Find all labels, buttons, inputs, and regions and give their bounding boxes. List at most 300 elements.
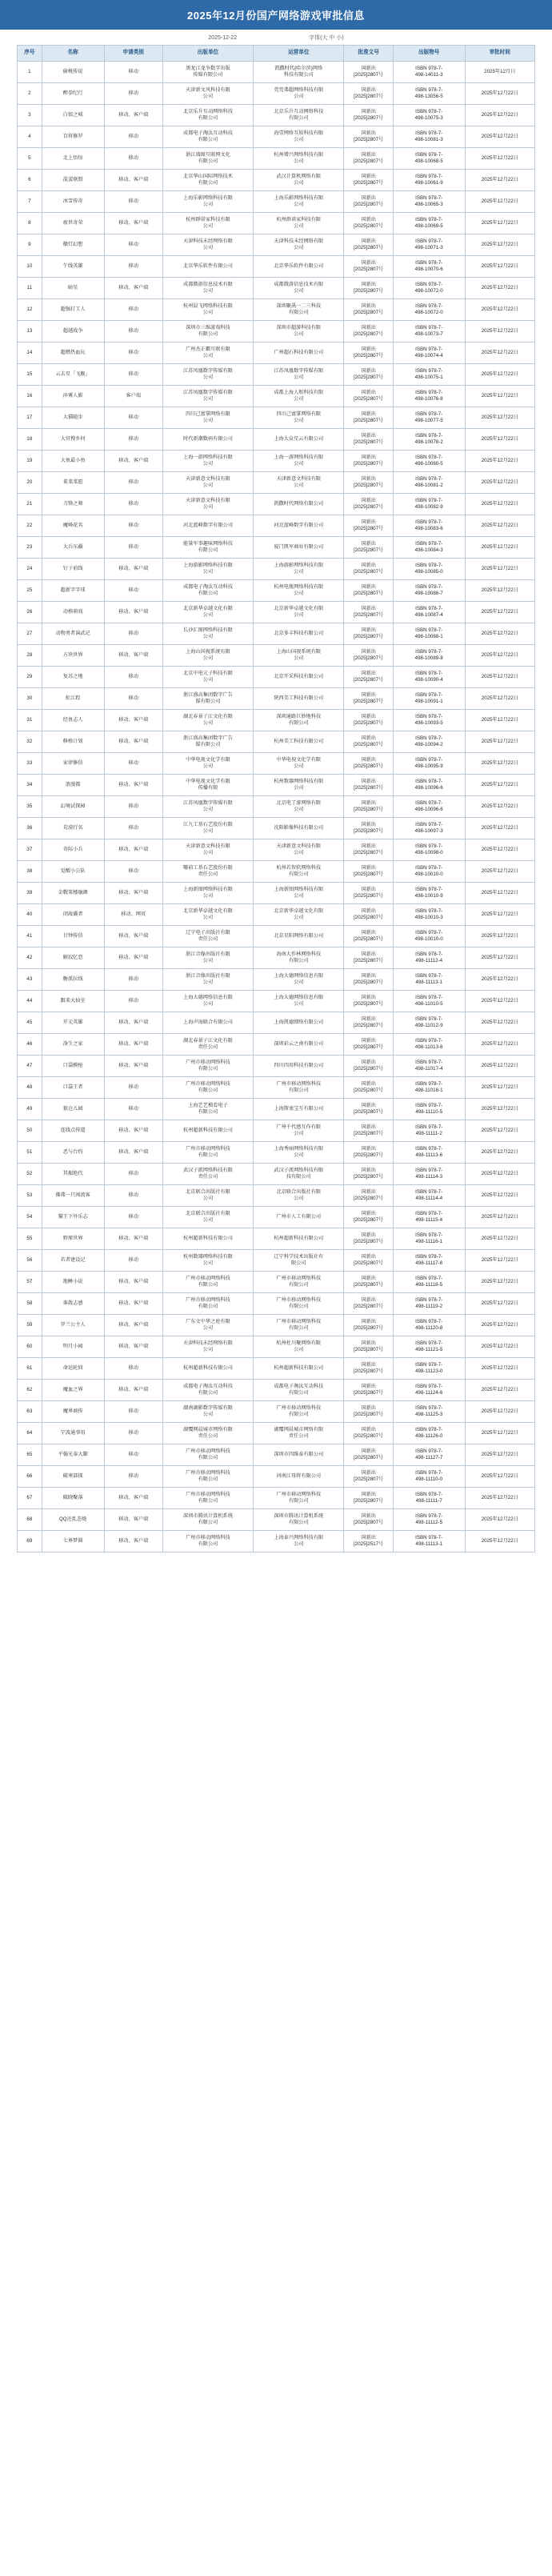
cell-approval-doc: 国新出 [2025]2807号 (344, 1444, 393, 1466)
table-row (18, 386, 535, 407)
cell-publisher: 江苏凤凰数字传媒有限 公司 (162, 386, 253, 407)
cell-name: 超新字字球 (42, 580, 104, 602)
cell-publisher: 广东文中华之庭有限 公司 (162, 1315, 253, 1336)
cell-approval-doc: 国新出 [2025]2807号 (344, 213, 393, 234)
col-approval-doc: 批准文号 (344, 46, 393, 62)
cell-isbn: ISBN 978-7- 498-11121-5 (393, 1336, 465, 1358)
cell-index: 49 (18, 1099, 42, 1120)
cell-date: 2025年12月22日 (465, 559, 534, 580)
cell-publisher: 广州市移动网络科技 有限公司 (162, 1466, 253, 1488)
col-isbn: 出版物号 (393, 46, 465, 62)
cell-isbn: ISBN 978-7- 498-10086-7 (393, 580, 465, 602)
cell-index: 26 (18, 602, 42, 623)
cell-category: 移动 (104, 126, 162, 148)
cell-approval-doc: 国新出 [2025]2807号 (344, 256, 393, 278)
cell-index: 47 (18, 1056, 42, 1077)
cell-approval-doc: 国新出 [2025]2807号 (344, 1056, 393, 1077)
cell-operator: 辽宁科学技术出版社有 限公司 (254, 1250, 344, 1272)
table-row (18, 1099, 535, 1120)
cell-name: 复苏之地 (42, 667, 104, 688)
cell-approval-doc: 国新出 [2025]2807号 (344, 429, 393, 451)
cell-operator: 上海凯德细络有限公司 (254, 1012, 344, 1034)
cell-name: 恶与台约 (42, 1142, 104, 1164)
cell-category: 移动 (104, 1466, 162, 1488)
cell-approval-doc: 国新出 [2025]2807号 (344, 62, 393, 83)
cell-approval-doc: 国新出 [2025]2807号 (344, 710, 393, 731)
cell-index: 39 (18, 883, 42, 904)
cell-name: 超越战争 (42, 321, 104, 343)
cell-category: 移动 (104, 234, 162, 256)
cell-isbn: ISBN 978-7- 498-10071-3 (393, 234, 465, 256)
cell-date: 2025年12月22日 (465, 731, 534, 753)
cell-name: 疲世奇荣 (42, 213, 104, 234)
cell-isbn: ISBN 978-7- 498-11110-5 (393, 1099, 465, 1120)
cell-publisher: 上海一游网络科技有限 公司 (162, 451, 253, 472)
cell-date: 2025年12月22日 (465, 580, 534, 602)
cell-date: 2025年12月22日 (465, 1272, 534, 1293)
cell-date: 2025年12月22日 (465, 1164, 534, 1185)
cell-category: 客户端 (104, 386, 162, 407)
cell-name: 金戰策楼融颜 (42, 883, 104, 904)
cell-index: 48 (18, 1077, 42, 1099)
cell-publisher: 四川己富掌网络有限 公司 (162, 407, 253, 429)
cell-operator: 深圳市四维泰有限公司 (254, 1444, 344, 1466)
cell-date: 2025年12月22日 (465, 1250, 534, 1272)
cell-isbn: ISBN 978-7- 498-10069-5 (393, 213, 465, 234)
cell-isbn: ISBN 978-7- 498-10088-1 (393, 623, 465, 645)
cell-category: 移动 (104, 148, 162, 170)
cell-category: 移动、客户端 (104, 645, 162, 667)
cell-date: 2025年12月22日 (465, 1185, 534, 1207)
cell-index: 55 (18, 1228, 42, 1250)
cell-operator: 深圳通路巨妙地科技 有限公司 (254, 710, 344, 731)
cell-approval-doc: 国新出 [2025]2807号 (344, 407, 393, 429)
cell-name: 若者建设记 (42, 1250, 104, 1272)
cell-category: 移动 (104, 1099, 162, 1120)
cell-name: QQ还乱态炮 (42, 1509, 104, 1531)
cell-name: 其振绝代 (42, 1164, 104, 1185)
cell-category: 移动 (104, 580, 162, 602)
table-row (18, 451, 535, 472)
cell-date: 2025年12月22日 (465, 299, 534, 321)
cell-category: 移动、客户端 (104, 278, 162, 299)
cell-operator: 莞莞弗超网络科技有限 公司 (254, 83, 344, 105)
cell-category: 移动、客户端 (104, 1142, 162, 1164)
cell-category: 移动、客户端 (104, 559, 162, 580)
cell-approval-doc: 国新出 [2025]2807号 (344, 991, 393, 1012)
cell-operator: 广州千代感互作有限 公司 (254, 1120, 344, 1142)
cell-name: 大官搜乡何 (42, 429, 104, 451)
cell-isbn: ISBN 978-7- 498-11111-7 (393, 1488, 465, 1509)
cell-name: 徽灯幻想 (42, 234, 104, 256)
table-row (18, 126, 535, 148)
cell-category: 移动 (104, 1444, 162, 1466)
cell-isbn: ISBN 978-7- 498-11123-0 (393, 1358, 465, 1380)
cell-name: 修格计划 (42, 731, 104, 753)
table-row (18, 839, 535, 861)
cell-index: 25 (18, 580, 42, 602)
cell-operator: 北京乐升互动网络科技 有限公司 (254, 105, 344, 126)
table-row (18, 1077, 535, 1099)
table-row (18, 559, 535, 580)
cell-index: 62 (18, 1380, 42, 1401)
cell-date: 2025年12月22日 (465, 321, 534, 343)
cell-index: 43 (18, 969, 42, 991)
approval-table (17, 45, 535, 1552)
table-row (18, 472, 535, 494)
cell-date: 2025年12月22日 (465, 1358, 534, 1380)
cell-isbn: ISBN 978-7- 498-11111-2 (393, 1120, 465, 1142)
cell-publisher: 上海山国视系统有限 公司 (162, 645, 253, 667)
cell-date: 2025年12月22日 (465, 861, 534, 883)
cell-date: 2025年12月22日 (465, 126, 534, 148)
table-row (18, 1315, 535, 1336)
cell-index: 66 (18, 1466, 42, 1488)
cell-operator: 深圳彩云之南有限公司 (254, 1034, 344, 1056)
cell-approval-doc: 国新出 [2025]2807号 (344, 343, 393, 364)
cell-isbn: ISBN 978-7- 498-11013-6 (393, 1034, 465, 1056)
table-row (18, 1531, 535, 1552)
cell-isbn: ISBN 978-7- 498-10082-9 (393, 494, 465, 515)
cell-publisher: 成都电子淘汰互动科技 有限公司 (162, 580, 253, 602)
cell-publisher: 湖北春景子江文化有限 公司 (162, 710, 253, 731)
cell-operator: 上海大德网络信息有限 公司 (254, 991, 344, 1012)
cell-approval-doc: 国新出 [2025]2807号 (344, 1272, 393, 1293)
table-row (18, 1466, 535, 1488)
cell-approval-doc: 国新出 [2025]2807号 (344, 839, 393, 861)
cell-index: 59 (18, 1315, 42, 1336)
cell-index: 69 (18, 1531, 42, 1552)
table-row (18, 1358, 535, 1380)
cell-approval-doc: 国新出 [2025]2807号 (344, 947, 393, 969)
cell-index: 60 (18, 1336, 42, 1358)
table-row (18, 148, 535, 170)
cell-name: 宁波通事用 (42, 1423, 104, 1444)
cell-isbn: ISBN 978-7- 498-11010-5 (393, 991, 465, 1012)
cell-index: 68 (18, 1509, 42, 1531)
cell-index: 64 (18, 1423, 42, 1444)
cell-approval-doc: 国新出 [2025]2807号 (344, 904, 393, 926)
table-row (18, 256, 535, 278)
cell-name: 大兵东疆 (42, 537, 104, 559)
cell-isbn: ISBN 978-7- 498-10080-5 (393, 451, 465, 472)
cell-approval-doc: 国新出 [2025]2807号 (344, 1315, 393, 1336)
cell-publisher: 浙江音像出版社有限 公司 (162, 947, 253, 969)
cell-isbn: ISBN 978-7- 498-10010-0 (393, 926, 465, 947)
cell-date: 2025年12月22日 (465, 1509, 534, 1531)
cell-name: 动格萌戏 (42, 602, 104, 623)
cell-operator: 深圳聚禹一二三科技 有限公司 (254, 299, 344, 321)
cell-name: 猫王下外乐志 (42, 1207, 104, 1228)
cell-operator: 上海新图网络科技有限 公司 (254, 883, 344, 904)
cell-operator: 天津新意文科技有限 公司 (254, 472, 344, 494)
cell-operator: 杭州群诺家科技有限 公司 (254, 213, 344, 234)
cell-date: 2025年12月22日 (465, 256, 534, 278)
col-category: 申请类别 (104, 46, 162, 62)
cell-name: 魔血之界 (42, 1380, 104, 1401)
table-row (18, 1185, 535, 1207)
cell-index: 58 (18, 1293, 42, 1315)
cell-date: 2025年12月22日 (465, 1207, 534, 1228)
cell-date: 2025年12月22日 (465, 839, 534, 861)
cell-category: 移动 (104, 1401, 162, 1423)
cell-date: 2025年12月22日 (465, 537, 534, 559)
cell-name: 魔峰花名 (42, 515, 104, 537)
cell-name: 奇际小兵 (42, 839, 104, 861)
cell-name: 魔界商传 (42, 1401, 104, 1423)
cell-approval-doc: 国新出 [2025]2807号 (344, 883, 393, 904)
cell-publisher: 成都电子淘汰互动科技 有限公司 (162, 126, 253, 148)
cell-publisher: 湖南湖影数字传媒有限 公司 (162, 1401, 253, 1423)
cell-publisher: 广州市移动网络科技 有限公司 (162, 1444, 253, 1466)
cell-category: 移动、客户端 (104, 1509, 162, 1531)
cell-name: 方块世界 (42, 645, 104, 667)
cell-publisher: 天津新文风科技有限 公司 (162, 83, 253, 105)
cell-publisher: 上海游影网络科技有限 公司 (162, 559, 253, 580)
cell-name: 北上悟惊 (42, 148, 104, 170)
cell-approval-doc: 国新出 [2025]2807号 (344, 1120, 393, 1142)
cell-isbn: ISBN 978-7- 498-10087-4 (393, 602, 465, 623)
table-row (18, 602, 535, 623)
cell-index: 30 (18, 688, 42, 710)
cell-approval-doc: 国新出 [2025]2807号 (344, 472, 393, 494)
cell-operator: 武汉计算机网络有限 公司 (254, 170, 344, 191)
cell-approval-doc: 国新出 [2025]2807号 (344, 580, 393, 602)
cell-name: 混蛋联盟 (42, 170, 104, 191)
cell-operator: 厦门凯军商业有限公司 (254, 537, 344, 559)
cell-publisher: 北京华山国际网络技术 有限公司 (162, 170, 253, 191)
cell-operator: 凯撒时代网络有限公司 (254, 494, 344, 515)
cell-operator: 杭州超新科技有限公司 (254, 1358, 344, 1380)
cell-date: 2025年12月22日 (465, 472, 534, 494)
cell-isbn: ISBN 978-7- 498-11018-1 (393, 1077, 465, 1099)
cell-category: 移动、客户端 (104, 1380, 162, 1401)
cell-operator: 广州超石科技有限公司 (254, 343, 344, 364)
cell-isbn: ISBN 978-7- 498-11117-8 (393, 1250, 465, 1272)
cell-publisher: 北京联合出版社有限 公司 (162, 1207, 253, 1228)
cell-approval-doc: 国新出 [2025]2807号 (344, 1077, 393, 1099)
cell-approval-doc: 国新出 [2025]2807号 (344, 1380, 393, 1401)
cell-date: 2025年12月22日 (465, 1099, 534, 1120)
cell-operator: 中华电视文化学有限 公司 (254, 753, 344, 775)
cell-operator: 广州市移动网络科技 有限公司 (254, 1488, 344, 1509)
cell-operator: 杭州若智软网络科技 有限公司 (254, 861, 344, 883)
cell-approval-doc: 国新出 [2025]2807号 (344, 1228, 393, 1250)
cell-date: 2025年12月22日 (465, 1488, 534, 1509)
cell-operator: 陕西美工科技有限公司 (254, 688, 344, 710)
cell-isbn: ISBN 978-7- 498-10078-2 (393, 429, 465, 451)
cell-publisher: 天津新意文科技有限 公司 (162, 839, 253, 861)
cell-operator: 凯撒时代(哈尔滨)网络 科技有限公司 (254, 62, 344, 83)
cell-publisher: 江苏凤凰数字传媒有限 公司 (162, 796, 253, 818)
table-row (18, 170, 535, 191)
cell-operator: 上海斯塞宝互有限公司 (254, 1099, 344, 1120)
cell-approval-doc: 国新出 [2025]2807号 (344, 126, 393, 148)
cell-publisher: 北京华乐软件有限公司 (162, 256, 253, 278)
cell-approval-doc: 国新出 [2025]2807号 (344, 623, 393, 645)
cell-index: 38 (18, 861, 42, 883)
font-size-switch[interactable]: 字体(大 中 小) (309, 35, 344, 41)
cell-operator: 湖覆网晨城市网络有限 责任公司 (254, 1423, 344, 1444)
cell-approval-doc: 国新出 [2025]2807号 (344, 645, 393, 667)
cell-category: 移动 (104, 429, 162, 451)
cell-approval-doc: 国新出 [2025]2807号 (344, 926, 393, 947)
cell-isbn: ISBN 978-7- 498-10091-1 (393, 688, 465, 710)
cell-index: 5 (18, 148, 42, 170)
cell-name: 超强打工人 (42, 299, 104, 321)
cell-category: 移动 (104, 818, 162, 839)
cell-publisher: 广州市移动网络科技 有限公司 (162, 1056, 253, 1077)
cell-category: 移动、客户端 (104, 1228, 162, 1250)
cell-category: 移动、客户端 (104, 839, 162, 861)
cell-operator: 杭州美工科技有限公司 (254, 731, 344, 753)
cell-name: 荒漠行名 (42, 818, 104, 839)
cell-index: 1 (18, 62, 42, 83)
table-row (18, 1272, 535, 1293)
cell-date: 2025年12月22日 (465, 991, 534, 1012)
cell-category: 移动 (104, 1207, 162, 1228)
cell-isbn: ISBN 978-7- 498-10093-5 (393, 710, 465, 731)
cell-index: 35 (18, 796, 42, 818)
cell-isbn: ISBN 978-7- 498-11113-1 (393, 1531, 465, 1552)
cell-name: 解寂忆恋 (42, 947, 104, 969)
cell-index: 28 (18, 645, 42, 667)
table-row (18, 299, 535, 321)
cell-approval-doc: 国新出 [2025]2807号 (344, 278, 393, 299)
cell-publisher: 杭州超新科技有限公司 (162, 1228, 253, 1250)
cell-category: 移动 (104, 667, 162, 688)
cell-category: 移动、客户端 (104, 1293, 162, 1315)
cell-approval-doc: 国新出 [2025]2807号 (344, 1336, 393, 1358)
cell-isbn: ISBN 978-7- 498-10090-4 (393, 667, 465, 688)
table-row (18, 753, 535, 775)
cell-name: 淬雾人影 (42, 386, 104, 407)
cell-index: 54 (18, 1207, 42, 1228)
cell-index: 29 (18, 667, 42, 688)
cell-name: 跟来大仙室 (42, 991, 104, 1012)
cell-operator: 广州市人工有限公司 (254, 1207, 344, 1228)
cell-date: 2025年12月日 (465, 62, 534, 83)
cell-approval-doc: 国新出 [2025]2807号 (344, 688, 393, 710)
cell-publisher: 天津科技未经网络有限 公司 (162, 1336, 253, 1358)
cell-category: 移动、客户端 (104, 710, 162, 731)
cell-date: 2025年12月22日 (465, 1012, 534, 1034)
cell-index: 57 (18, 1272, 42, 1293)
cell-approval-doc: 国新出 [2025]2807号 (344, 1207, 393, 1228)
cell-approval-doc: 国新出 [2025]2807号 (344, 818, 393, 839)
cell-isbn: ISBN 978-7- 498-11112-5 (393, 1509, 465, 1531)
cell-date: 2025年12月22日 (465, 1466, 534, 1488)
cell-name: 浪漫都 (42, 775, 104, 796)
cell-category: 移动、客户端 (104, 775, 162, 796)
cell-name: 暗星 (42, 278, 104, 299)
cell-category: 移动、客户端 (104, 170, 162, 191)
cell-name: 七界梦圆 (42, 1531, 104, 1552)
cell-publisher: 杭州群诺家科技有限 公司 (162, 213, 253, 234)
cell-isbn: ISBN 978-7- 498-10061-9 (393, 170, 465, 191)
cell-category: 移动、客户端 (104, 1056, 162, 1077)
cell-name: 云去星「飞舰」 (42, 364, 104, 386)
cell-publisher: 中华电视文化学有限 传播有限 (162, 775, 253, 796)
table-row (18, 796, 535, 818)
cell-isbn: ISBN 978-7- 498-11118-5 (393, 1272, 465, 1293)
cell-publisher: 天津新意文科技有限 公司 (162, 494, 253, 515)
cell-publisher: 天津新意文科技有限 公司 (162, 472, 253, 494)
cell-operator: 广州市移动网络科技 有限公司 (254, 1272, 344, 1293)
cell-name: 野原世界 (42, 1228, 104, 1250)
cell-isbn: ISBN 978-7- 498-10010-9 (393, 883, 465, 904)
cell-isbn: ISBN 978-7- 498-11012-9 (393, 1012, 465, 1034)
cell-name: 刀锋之舞 (42, 494, 104, 515)
cell-name: 甘钟传信 (42, 926, 104, 947)
table-row (18, 580, 535, 602)
cell-operator: 成都电子淘汰互动科技 有限公司 (254, 1380, 344, 1401)
cell-isbn: ISBN 978-7- 498-10072-0 (393, 278, 465, 299)
cell-date: 2025年12月22日 (465, 688, 534, 710)
cell-name: 闭战囊者 (42, 904, 104, 926)
cell-category: 移动 (104, 753, 162, 775)
cell-isbn: ISBN 978-7- 498-11119-2 (393, 1293, 465, 1315)
cell-index: 22 (18, 515, 42, 537)
cell-category: 移动、客户端 (104, 1120, 162, 1142)
cell-date: 2025年12月22日 (465, 969, 534, 991)
cell-date: 2025年12月22日 (465, 1056, 534, 1077)
table-row (18, 191, 535, 213)
cell-date: 2025年12月22日 (465, 947, 534, 969)
cell-approval-doc: 国新出 [2025]2807号 (344, 386, 393, 407)
table-row (18, 1423, 535, 1444)
cell-date: 2025年12月22日 (465, 645, 534, 667)
cell-index: 24 (18, 559, 42, 580)
cell-date: 2025年12月22日 (465, 818, 534, 839)
table-body (18, 62, 535, 1552)
table-row (18, 1509, 535, 1531)
table-row (18, 775, 535, 796)
cell-operator: 上海一游网络科技有限 公司 (254, 451, 344, 472)
col-name: 名称 (42, 46, 104, 62)
cell-category: 移动、网页 (104, 904, 162, 926)
table-row (18, 904, 535, 926)
cell-publisher: 中华电视文化学有限 公司 (162, 753, 253, 775)
cell-date: 2025年12月22日 (465, 1293, 534, 1315)
page-title: 2025年12月份国产网络游戏审批信息 (0, 0, 552, 30)
cell-approval-doc: 国新出 [2025]2807号 (344, 969, 393, 991)
cell-date: 2025年12月22日 (465, 278, 534, 299)
cell-date: 2025年12月22日 (465, 1444, 534, 1466)
cell-isbn: ISBN 978-7- 498-10085-0 (393, 559, 465, 580)
cell-category: 移动 (104, 299, 162, 321)
cell-approval-doc: 国新出 [2025]2807号 (344, 1509, 393, 1531)
table-row (18, 515, 535, 537)
table-row (18, 278, 535, 299)
cell-index: 14 (18, 343, 42, 364)
cell-operator: 四川己富掌网络有限 公司 (254, 407, 344, 429)
cell-name: 午线英雄 (42, 256, 104, 278)
cell-publisher: 天津科技未经网络有限 公司 (162, 234, 253, 256)
cell-category: 移动 (104, 991, 162, 1012)
table-row (18, 407, 535, 429)
publish-date: 2025-12-22 (208, 34, 238, 41)
cell-operator: 上海游影网络科技有限 公司 (254, 559, 344, 580)
cell-approval-doc: 国新出 [2025]2807号 (344, 1293, 393, 1315)
cell-category: 移动 (104, 537, 162, 559)
cell-index: 51 (18, 1142, 42, 1164)
cell-name: 动物勇者演武记 (42, 623, 104, 645)
cell-date: 2025年12月22日 (465, 1531, 534, 1552)
cell-isbn: ISBN 978-7- 498-10075-1 (393, 364, 465, 386)
cell-isbn: ISBN 978-7- 498-10073-7 (393, 321, 465, 343)
cell-publisher: 上海新图网络科技有限 公司 (162, 883, 253, 904)
